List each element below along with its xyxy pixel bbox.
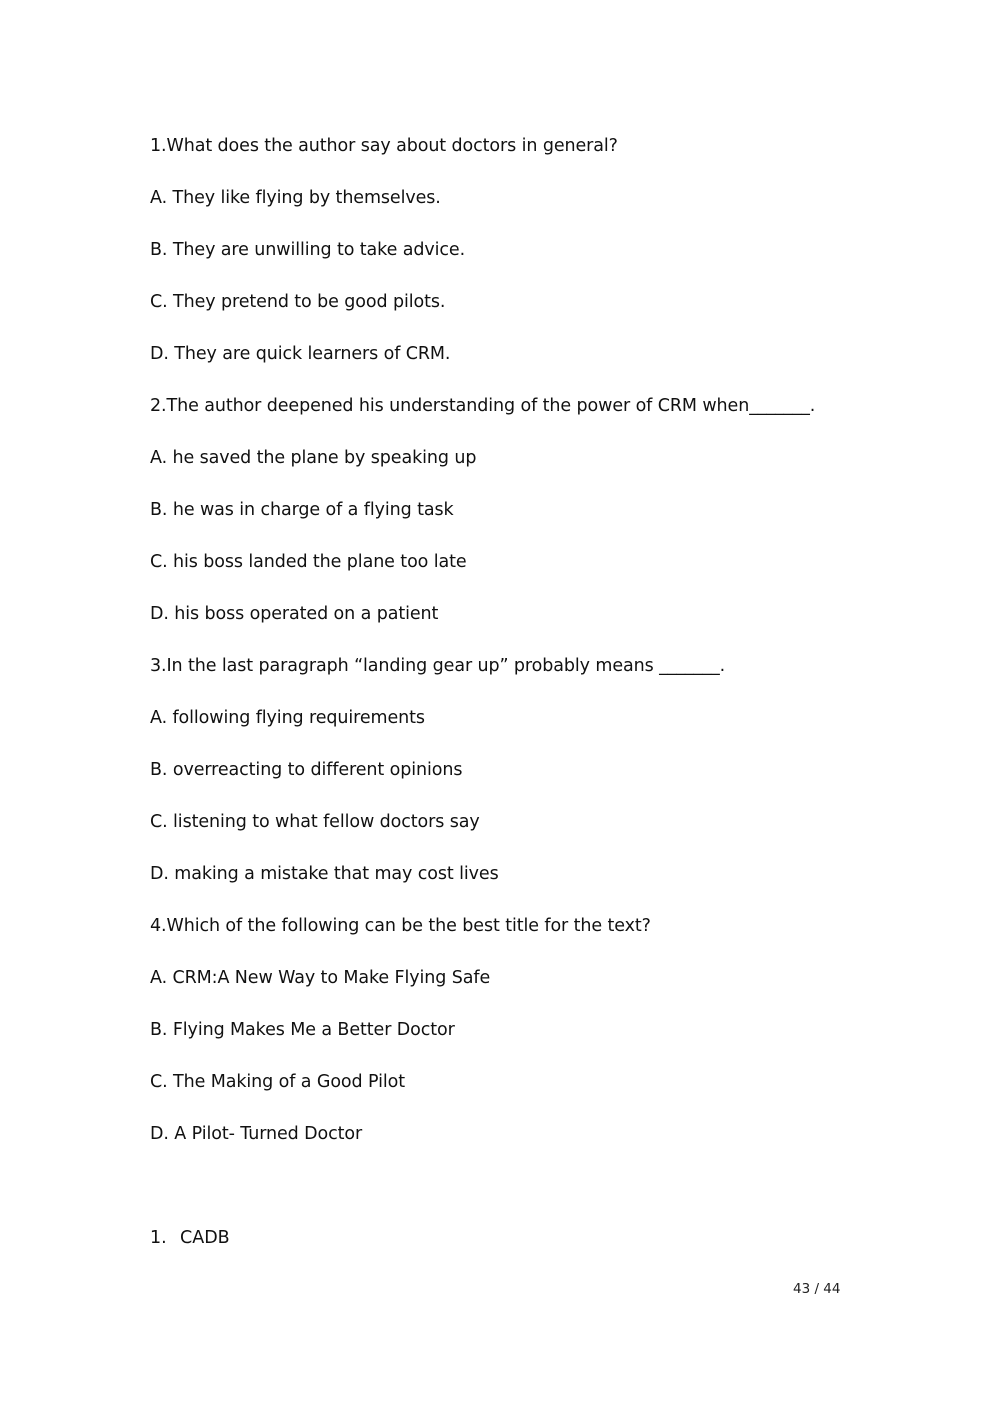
question-1-option-c: C. They pretend to be good pilots. (150, 292, 446, 312)
question-2-option-d: D. his boss operated on a patient (150, 604, 439, 624)
question-3-stem: 3.In the last paragraph “landing gear up” probably means _______. (150, 656, 726, 676)
question-4-stem: 4.Which of the following can be the best title for the text? (150, 916, 651, 936)
question-3-option-c: C. listening to what fellow doctors say (150, 812, 480, 832)
question-1-option-b: B. They are unwilling to take advice. (150, 240, 466, 260)
question-4-option-c: C. The Making of a Good Pilot (150, 1072, 405, 1092)
question-4-option-d: D. A Pilot- Turned Doctor (150, 1124, 363, 1144)
question-2-option-c: C. his boss landed the plane too late (150, 552, 467, 572)
answer-key-answers: CADB (180, 1228, 230, 1248)
question-2-option-a: A. he saved the plane by speaking up (150, 448, 477, 468)
question-3-option-a: A. following flying requirements (150, 708, 425, 728)
question-2-stem: 2.The author deepened his understanding of the power of CRM when_______. (150, 396, 816, 416)
question-1-option-d: D. They are quick learners of CRM. (150, 344, 451, 364)
answer-key-number: 1. (150, 1228, 167, 1248)
question-4-option-b: B. Flying Makes Me a Better Doctor (150, 1020, 455, 1040)
question-2-option-b: B. he was in charge of a flying task (150, 500, 454, 520)
question-1-stem: 1.What does the author say about doctors in general? (150, 136, 618, 156)
page-number: 43 / 44 (793, 1281, 841, 1297)
question-3-option-b: B. overreacting to different opinions (150, 760, 463, 780)
question-1-option-a: A. They like flying by themselves. (150, 188, 441, 208)
question-3-option-d: D. making a mistake that may cost lives (150, 864, 499, 884)
question-4-option-a: A. CRM:A New Way to Make Flying Safe (150, 968, 491, 988)
